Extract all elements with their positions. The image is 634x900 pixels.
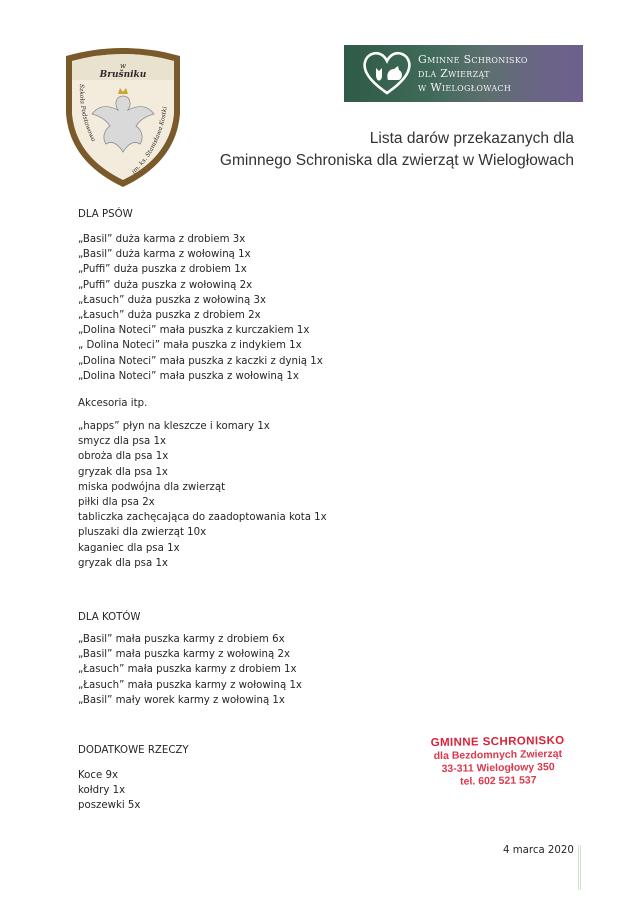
list-item: miska podwójna dla zwierząt <box>78 481 226 493</box>
list-item: „Basil” duża karma z drobiem 3x <box>78 234 246 245</box>
crest-left-arc: Szkoła Podstawowa <box>77 83 97 143</box>
document-date: 4 marca 2020 <box>503 845 574 856</box>
list-item: „Łasuch” mała puszka karmy z wołowiną 1x <box>78 679 302 691</box>
list-item: gryzak dla psa 1x <box>78 557 168 569</box>
list-item: „Dolina Noteci” mała puszka z kaczki z dynią 1x <box>78 355 323 367</box>
stamp-line-4: tel. 602 521 537 <box>459 774 537 788</box>
stamp-line-2: dla Bezdomnych Zwierząt <box>433 747 563 763</box>
list-item: „Basil” mała puszka karmy z drobiem 6x <box>78 634 285 645</box>
list-item: „Puffi” duża puszka z drobiem 1x <box>78 264 247 276</box>
list-item: „Basil” mały worek karmy z wołowiną 1x <box>78 694 285 706</box>
list-item: gryzak dla psa 1x <box>78 466 168 478</box>
cats-heading: DLA KOTÓW <box>78 612 141 623</box>
banner-line-2: dla Zwierząt <box>418 67 490 80</box>
accessories-list <box>78 419 327 571</box>
list-item: pluszaki dla zwierząt 10x <box>78 527 207 539</box>
list-item: „Basil” duża karma z wołowiną 1x <box>78 249 251 261</box>
accessories-heading: Akcesoria itp. <box>78 398 148 409</box>
crest-right-arc: im. ks. Stanisława Kostki <box>130 106 169 176</box>
crest-name: Brušniku <box>99 70 147 80</box>
list-item: „happs” płyn na kleszcze i komary 1x <box>78 421 270 432</box>
list-item: „Łasuch” mała puszka karmy z drobiem 1x <box>78 664 297 676</box>
list-item: „Basil” mała puszka karmy z wołowiną 2x <box>78 649 291 661</box>
shelter-stamp <box>418 735 579 790</box>
list-item: „Łasuch” duża puszka z wołowiną 3x <box>78 294 267 306</box>
list-item: smycz dla psa 1x <box>78 436 166 448</box>
stamp-line-1: GMINNE SCHRONISKO <box>430 734 565 750</box>
shelter-banner <box>344 45 583 102</box>
list-item: obroża dla psa 1x <box>78 451 169 463</box>
list-item: poszewki 5x <box>78 800 141 812</box>
list-item: tabliczka zachęcająca do zaadoptowania kota 1x <box>78 512 327 524</box>
crest-top-text: w <box>120 62 126 70</box>
dogs-heading: DLA PSÓW <box>78 209 133 220</box>
extras-heading: DODATKOWE RZECZY <box>78 745 189 756</box>
list-item: piłki dla psa 2x <box>78 496 155 508</box>
title-line-1: Lista darów przekazanych dla <box>369 130 574 147</box>
list-item: „Puffi” duża puszka z wołowiną 2x <box>78 279 253 291</box>
list-item: Koce 9x <box>78 770 119 781</box>
heart-cat-dog-icon <box>362 50 412 96</box>
banner-line-1: Gminne Schronisko <box>418 53 528 66</box>
list-item: „Dolina Noteci” mała puszka z kurczakiem 1x <box>78 325 310 337</box>
list-item: kołdry 1x <box>78 785 126 797</box>
list-item: kaganiec dla psa 1x <box>78 542 180 554</box>
title-line-2: Gminnego Schroniska dla zwierząt w Wielogłowach <box>219 152 574 169</box>
extras-list <box>78 768 140 814</box>
document-title <box>154 128 574 172</box>
list-item: „Łasuch” duża puszka z drobiem 2x <box>78 309 261 321</box>
dogs-list <box>78 232 323 384</box>
list-item: „Dolina Noteci” mała puszka z wołowiną 1x <box>78 370 299 382</box>
cats-list <box>78 632 302 708</box>
scan-edge-mark <box>578 845 582 890</box>
stamp-line-3: 33-311 Wielogłowy 350 <box>441 761 555 775</box>
list-item: „ Dolina Noteci” mała puszka z indykiem 1x <box>78 340 302 352</box>
banner-line-3: w Wielogłowach <box>418 81 512 94</box>
